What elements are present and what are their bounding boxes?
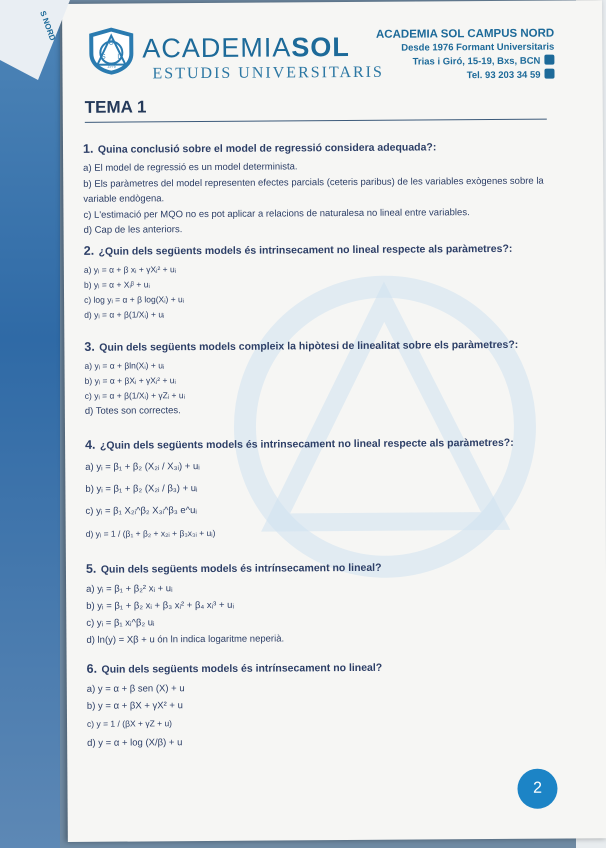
logo-letter-left: S (101, 53, 106, 61)
option-b: b) Els paràmetres del model representen efectes parcials (ceteris paribus) de les variables exògenes sobre la variable endògena. (83, 175, 544, 205)
option-c: c) y = 1 / (βX + γZ + u) (86, 718, 173, 729)
phone-icon (544, 69, 554, 79)
question-number: 2. (83, 243, 95, 258)
title-divider (85, 119, 547, 123)
option-d: d) y = α + log (X/β) + u (87, 737, 183, 749)
question-text: ¿Quin dels següents models és intrinsecament no lineal respecte als paràmetres?: (98, 242, 513, 258)
logo-year: 1976 (106, 63, 116, 69)
option-c: c) log yᵢ = α + β log(Xᵢ) + uᵢ (84, 294, 185, 305)
contact-line-1: Desde 1976 Formant Universitaris (401, 41, 555, 54)
option-a: a) y = α + β sen (X) + u (86, 683, 185, 695)
option-d: d) Cap de les anteriors. (83, 224, 183, 236)
option-a: a) yᵢ = α + βln(Xᵢ) + uᵢ (84, 360, 165, 371)
contact-phone: Tel. 93 203 34 59 (376, 69, 554, 84)
option-b: b) yᵢ = α + βXᵢ + γXᵢ² + uᵢ (84, 375, 176, 386)
contact-title: ACADEMIA SOL CAMPUS NORD (375, 27, 555, 41)
question-text: Quin dels següents models és intrínsecament no lineal? (100, 561, 382, 576)
contact-block (376, 27, 555, 84)
option-c: c) yᵢ = α + β(1/Xᵢ) + γZᵢ + uᵢ (84, 390, 185, 401)
option-b: b) yᵢ = β₁ + β₂ xᵢ + β₃ xᵢ² + β₄ xᵢ³ + uᵢ (86, 599, 234, 612)
option-d: d) yᵢ = 1 / (β₁ + β₂ + x₂ᵢ + β₃x₃ᵢ + uᵢ) (85, 527, 216, 539)
option-c: c) yᵢ = β₁ xᵢ^β₂ uᵢ (86, 617, 155, 629)
academia-logo-icon (86, 25, 136, 75)
exam-page (62, 0, 606, 842)
brand-light: ACADEMIA (142, 32, 292, 64)
question-number: 5. (85, 561, 97, 576)
option-d: d) ln(y) = Xβ + u ón ln indica logaritme neperià. (86, 633, 285, 646)
option-b: b) yᵢ = β₁ + β₂ (X₂ᵢ / β₃) + uᵢ (85, 483, 198, 495)
question-number: 1. (82, 141, 94, 156)
option-a: a) yᵢ = α + β xᵢ + γXᵢ² + uᵢ (83, 264, 177, 275)
question-4 (85, 433, 556, 545)
page-number-badge: 2 (517, 769, 557, 809)
background-booklet (0, 0, 60, 848)
option-b: b) yᵢ = α + Xᵢᵝ + uᵢ (83, 279, 150, 290)
logo-letter-top: O (108, 39, 115, 47)
side-badge (0, 0, 70, 80)
option-d: d) yᵢ = α + β(1/Xᵢ) + uᵢ (84, 309, 165, 320)
brand-name (142, 32, 350, 64)
option-a: a) El model de regressió es un model determinista. (83, 161, 298, 174)
option-a: a) yᵢ = β₁ + β₂² xᵢ + uᵢ (86, 583, 173, 595)
brand-bold: SOL (291, 31, 350, 63)
question-number: 4. (85, 437, 96, 452)
question-6 (87, 657, 518, 753)
question-2 (84, 239, 555, 323)
question-number: 3. (84, 339, 95, 354)
contact-address: Trias i Giró, 15-19, Bxs, BCN (376, 55, 554, 70)
question-text: Quina conclusió sobre el model de regressió considera adequada?: (97, 141, 437, 156)
option-b: b) y = α + βX + γX² + u (86, 700, 183, 712)
question-1 (83, 137, 554, 239)
question-text: ¿Quin dels següents models és intrinsecament no lineal respecte als paràmetres?: (99, 436, 514, 452)
option-c: c) L'estimació per MQO no es pot aplicar a relacions de naturalesa no lineal entre variables. (83, 206, 470, 221)
option-a: a) yᵢ = β₁ + β₂ (X₂ᵢ / X₃ᵢ) + uᵢ (85, 461, 200, 473)
page-title: TEMA 1 (84, 97, 147, 117)
option-d: d) Totes son correctes. (84, 405, 181, 417)
question-number: 6. (86, 661, 98, 676)
question-text: Quin dels següents models compleix la hipòtesi de linealitat sobre els paràmetres?: (99, 338, 519, 354)
brand-subtitle: ESTUDIS UNIVERSITARIS (152, 63, 384, 83)
question-5 (86, 557, 557, 649)
location-icon (544, 55, 554, 65)
option-c: c) yᵢ = β₁ X₂ᵢ^β₂ X₃ᵢ^β₃ e^uᵢ (85, 505, 197, 517)
question-text: Quin dels següents models és intrínsecament no lineal? (101, 661, 383, 676)
side-badge-text: S NORD (38, 9, 58, 42)
logo-letter-right: L (117, 53, 122, 61)
question-3 (84, 335, 555, 420)
